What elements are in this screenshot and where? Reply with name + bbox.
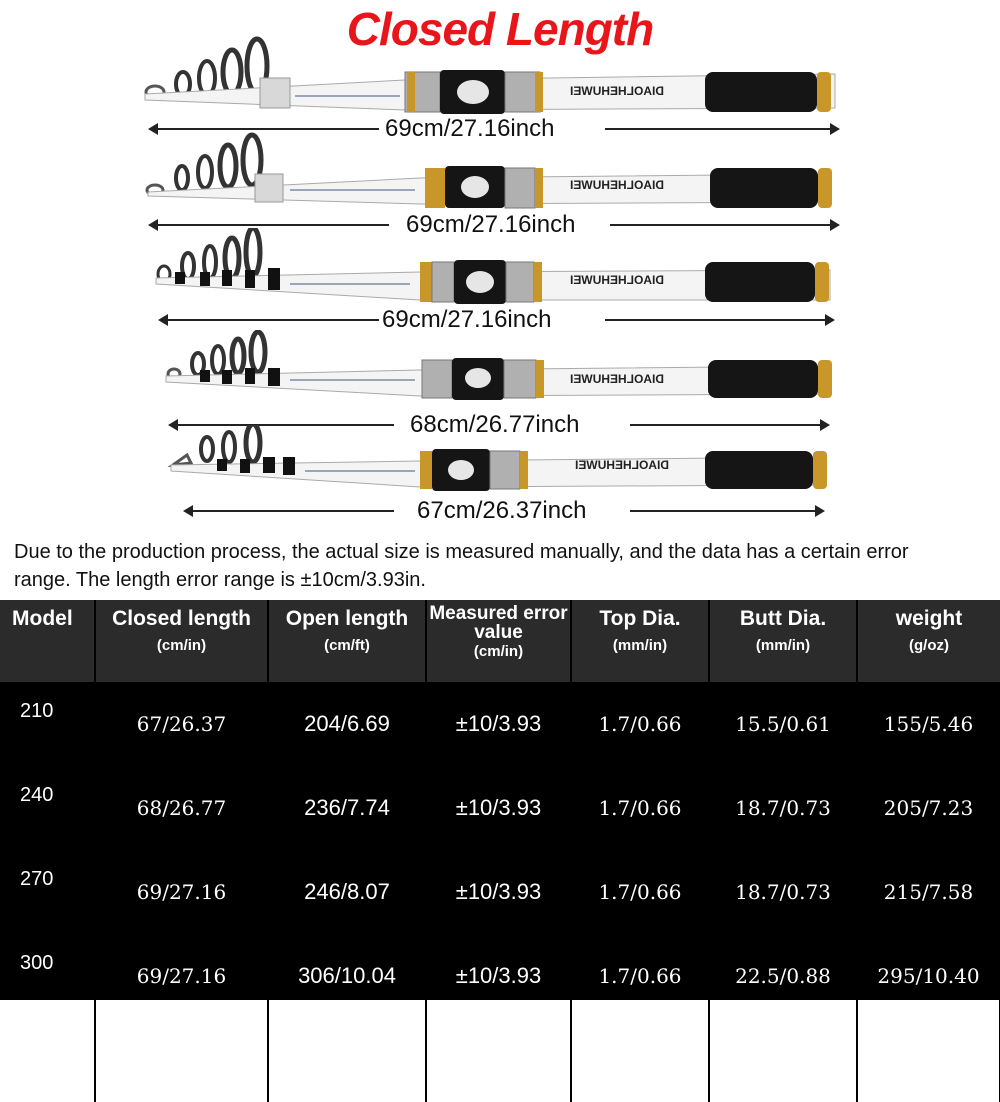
measure-label: 69cm/27.16inch — [385, 115, 555, 142]
table-cell: 18.7/0.73 — [709, 850, 857, 934]
model-cell: 360 — [0, 1018, 95, 1102]
table-cell: 22.5/0.88 — [709, 1018, 857, 1102]
table-cell: 318/11.21 — [857, 1018, 1000, 1102]
table-cell: 1.7/0.66 — [571, 766, 709, 850]
table-cell: 15.5/0.61 — [709, 682, 857, 766]
table-cell: 246/8.07 — [268, 850, 426, 934]
fishing-rod-image — [165, 425, 835, 495]
table-cell: 1.7/0.66 — [571, 1018, 709, 1102]
table-row — [0, 850, 1000, 934]
spec-table — [0, 600, 1000, 1072]
fishing-rod-image — [135, 30, 845, 120]
rod-brand-label: DIAOLHEHUWEI — [570, 178, 664, 192]
header-model: Model — [0, 600, 95, 682]
table-row — [0, 682, 1000, 766]
table-cell: 68/26.77 — [95, 766, 268, 850]
table-cell: ±10/3.93 — [426, 934, 571, 1018]
header-butt-dia: Butt Dia. (mm/in) — [709, 600, 857, 682]
table-cell: ±10/3.93 — [426, 1018, 571, 1102]
table-cell: ±10/3.93 — [426, 850, 571, 934]
measurement-note — [14, 538, 994, 594]
table-cell: 205/7.23 — [857, 766, 1000, 850]
header-top-dia: Top Dia. (mm/in) — [571, 600, 709, 682]
table-row — [0, 1018, 1000, 1102]
fishing-rod-image — [140, 130, 840, 210]
table-cell: 22.5/0.88 — [709, 934, 857, 1018]
table-cell: ±10/3.93 — [426, 682, 571, 766]
table-cell: 306/10.04 — [268, 934, 426, 1018]
header-open-length: Open length (cm/ft) — [268, 600, 426, 682]
measure-label: 67cm/26.37inch — [417, 497, 587, 524]
measure-label: 69cm/27.16inch — [382, 306, 552, 333]
table-cell: ±10/3.93 — [426, 766, 571, 850]
table-cell: 18.7/0.73 — [709, 766, 857, 850]
table-cell: 1.7/0.66 — [571, 682, 709, 766]
rod-brand-label: DIAOLHEHUWEI — [570, 273, 664, 287]
header-weight: weight (g/oz) — [857, 600, 1000, 682]
measure-label: 68cm/26.77inch — [410, 411, 580, 438]
header-closed-length: Closed length (cm/in) — [95, 600, 268, 682]
table-cell: 1.7/0.66 — [571, 850, 709, 934]
model-cell: 240 — [0, 766, 95, 850]
fishing-rod-image — [160, 330, 840, 400]
table-cell: 69/27.16 — [95, 1018, 268, 1102]
rod-brand-label: DIAOLHEHUWEI — [575, 458, 669, 472]
table-cell: 69/27.16 — [95, 850, 268, 934]
rod-brand-label: DIAOLHEHUWEI — [570, 372, 664, 386]
rod-brand-label: DIAOLHEHUWEI — [570, 84, 664, 98]
table-cell: 69/27.16 — [95, 934, 268, 1018]
model-cell: 270 — [0, 850, 95, 934]
page-title: Closed Length — [346, 3, 654, 55]
table-cell: 204/6.69 — [268, 682, 426, 766]
table-cell: 215/7.58 — [857, 850, 1000, 934]
header-measured-error: Measured error value (cm/in) — [426, 600, 571, 682]
length-measure — [185, 496, 825, 526]
table-header-row — [0, 600, 1000, 682]
table-row — [0, 934, 1000, 1018]
note-line-2: range. The length error range is ±10cm/3.93in. — [14, 569, 426, 591]
table-cell: 67/26.37 — [95, 682, 268, 766]
table-cell: 236/7.74 — [268, 766, 426, 850]
table-cell: 155/5.46 — [857, 682, 1000, 766]
fishing-rod-image — [150, 228, 840, 308]
measure-label: 69cm/27.16inch — [406, 211, 576, 238]
table-cell: 295/10.40 — [857, 934, 1000, 1018]
model-cell: 300 — [0, 934, 95, 1018]
table-cell: 337/11.06 — [268, 1018, 426, 1102]
table-row — [0, 766, 1000, 850]
table-cell: 1.7/0.66 — [571, 934, 709, 1018]
model-cell: 210 — [0, 682, 95, 766]
note-line-1: Due to the production process, the actual size is measured manually, and the data has a certain error — [14, 541, 909, 563]
